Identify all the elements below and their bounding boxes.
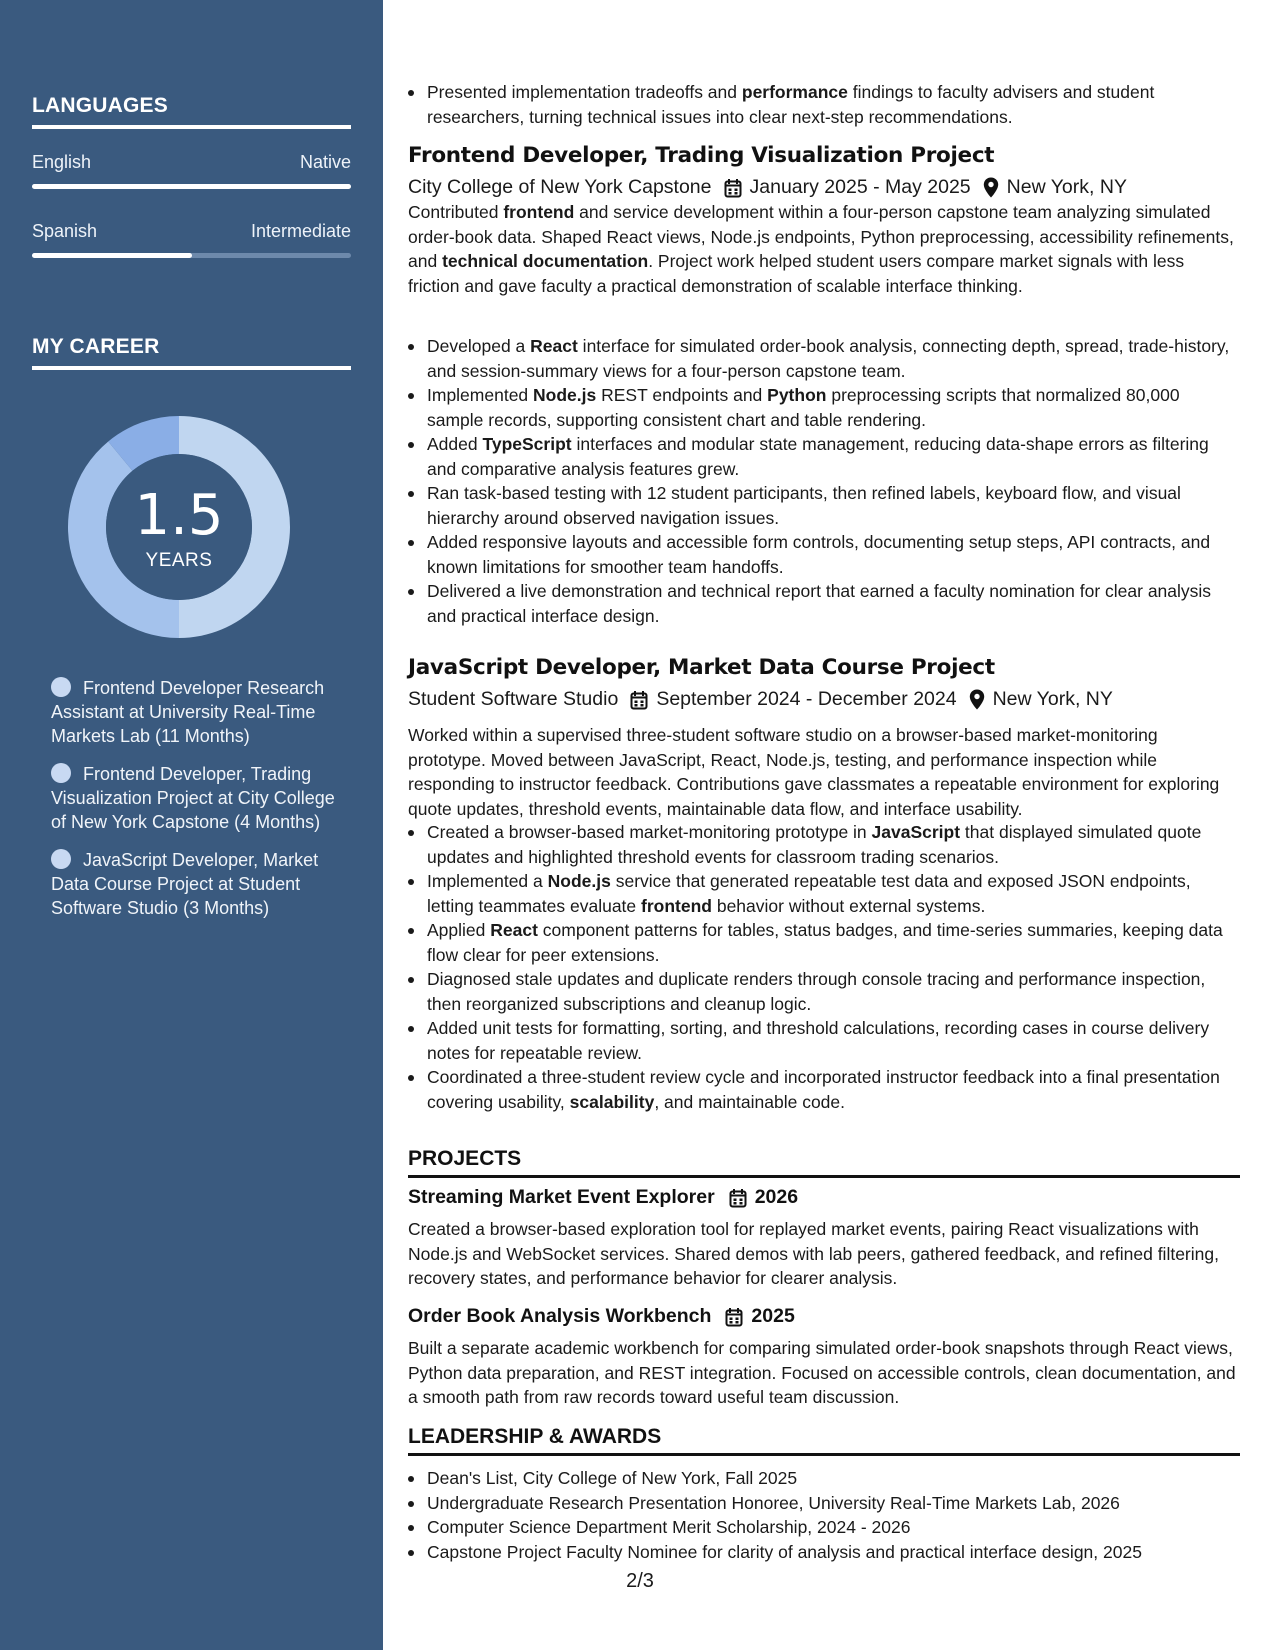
project-title-row [408, 1305, 1240, 1328]
career-item: JavaScript Developer, Market Data Course Project at Student Software Studio (3 Months) [51, 850, 319, 918]
bullet-item: Coordinated a three-student review cycle and incorporated instructor feedback into a final presentation covering usability, scalability, and maintainable code. [408, 1065, 1240, 1114]
career-dot-icon [51, 763, 71, 783]
career-list [51, 676, 341, 934]
award-item: Undergraduate Research Presentation Honoree, University Real-Time Markets Lab, 2026 [408, 1491, 1240, 1516]
language-row-english [32, 152, 351, 173]
bullet-item: Added responsive layouts and accessible form controls, documenting setup steps, API contracts, and known limitations for smoother team handoffs. [408, 530, 1240, 579]
job-org: Student Software Studio [408, 688, 619, 710]
job-summary: Worked within a supervised three-student software studio on a browser-based market-monitoring prototype. Moved between JavaScript, React, Node.js, testing, and performance inspection while responding to instructor feedback. Contributions gave classmates a repeatable environment for exploring quote updates, threshold events, maintainable data flow, and interface usability. [408, 725, 1220, 819]
language-row-spanish [32, 221, 351, 242]
project-title: Streaming Market Event Explorer [408, 1186, 715, 1208]
bullet-item: Implemented Node.js REST endpoints and Python preprocessing scripts that normalized 80,000 sample records, supporting consistent chart and table rendering. [408, 383, 1240, 432]
project-title-row [408, 1186, 1240, 1209]
language-level: Intermediate [250, 221, 351, 241]
project-title: Order Book Analysis Workbench [408, 1305, 712, 1327]
job-location: New York, NY [992, 688, 1113, 710]
bullet-item: Diagnosed stale updates and duplicate renders through console tracing and performance inspection, then reorganized subscriptions and cleanup logic. [408, 967, 1240, 1016]
bullet-item: Delivered a live demonstration and technical report that earned a faculty nomination for clear analysis and practical interface design. [408, 579, 1240, 628]
job-location: New York, NY [1006, 176, 1127, 198]
job-bullet-list [408, 820, 1240, 1114]
career-heading: MY CAREER [32, 335, 351, 370]
job-title: Frontend Developer, Trading Visualization Project [408, 143, 995, 168]
project-description: Built a separate academic workbench for comparing simulated order-book snapshots through React views, Python data preparation, and REST integration. Focused on accessible controls, clean documentation, and a smooth path from raw records toward useful team discussion. [408, 1338, 1236, 1407]
language-bar-fill [32, 184, 351, 189]
bullet-item: Ran task-based testing with 12 student participants, then refined labels, keyboard flow, and visual hierarchy around observed navigation issues. [408, 481, 1240, 530]
map-pin-icon [969, 689, 985, 710]
award-item: Computer Science Department Merit Scholarship, 2024 - 2026 [408, 1515, 1240, 1540]
calendar-icon [729, 1188, 747, 1208]
job-org: City College of New York Capstone [408, 176, 712, 198]
career-item: Frontend Developer Research Assistant at University Real-Time Markets Lab (11 Months) [51, 678, 325, 746]
bullet-item: Added unit tests for formatting, sorting, and threshold calculations, recording cases in course delivery notes for repeatable review. [408, 1016, 1240, 1065]
career-dot-icon [51, 849, 71, 869]
award-item: Capstone Project Faculty Nominee for clarity of analysis and practical interface design, 2025 [408, 1540, 1240, 1565]
project-year: 2026 [754, 1186, 799, 1208]
job-title: JavaScript Developer, Market Data Course Project [408, 655, 995, 680]
job-dates: January 2025 - May 2025 [749, 176, 971, 198]
career-dot-icon [51, 677, 71, 697]
bullet-item: Added TypeScript interfaces and modular state management, reducing data-shape errors as filtering and comparative analysis features grew. [408, 432, 1240, 481]
project-description: Created a browser-based exploration tool for replayed market events, pairing React visualizations with Node.js and WebSocket services. Shared demos with lab peers, gathered feedback, and refined filtering, recovery states, and performance behavior for clearer analysis. [408, 1219, 1219, 1288]
projects-heading: PROJECTS [408, 1147, 1240, 1178]
job-meta [408, 688, 1240, 711]
page-number: 2/3 [626, 1570, 654, 1592]
job-bullet-list [408, 334, 1240, 628]
calendar-icon [630, 690, 648, 710]
awards-heading: LEADERSHIP & AWARDS [408, 1425, 1240, 1456]
languages-heading: LANGUAGES [32, 94, 351, 129]
language-bar-spanish [32, 253, 351, 258]
career-years-unit: YEARS [145, 550, 213, 571]
project-year: 2025 [751, 1305, 795, 1327]
intro-bullet-list [408, 80, 1240, 129]
job-dates: September 2024 - December 2024 [656, 688, 957, 710]
map-pin-icon [983, 177, 999, 198]
language-bar-fill [32, 253, 192, 258]
language-name: Spanish [32, 221, 98, 241]
awards-list [408, 1466, 1240, 1564]
bullet-item: Presented implementation tradeoffs and performance findings to faculty advisers and student researchers, turning technical issues into clear next-step recommendations. [408, 80, 1240, 129]
sidebar [0, 0, 383, 1650]
bullet-item: Applied React component patterns for tables, status badges, and time-series summaries, keeping data flow clear for peer extensions. [408, 918, 1240, 967]
career-item: Frontend Developer, Trading Visualization Project at City College of New York Capstone (4 Months) [51, 764, 335, 832]
career-years-value: 1.5 [134, 483, 224, 548]
bullet-item: Implemented a Node.js service that generated repeatable test data and exposed JSON endpoints, letting teammates evaluate frontend behavior without external systems. [408, 869, 1240, 918]
calendar-icon [724, 178, 742, 198]
language-bar-english [32, 184, 351, 189]
job-meta [408, 176, 1240, 199]
award-item: Dean's List, City College of New York, Fall 2025 [408, 1466, 1240, 1491]
job-summary: Contributed frontend and service development within a four-person capstone team analyzing simulated order-book data. Shaped React views, Node.js endpoints, Python preprocessing, accessibility refinements, and technical documentation. Project work helped student users compare market signals with less friction and gave faculty a practical demonstration of scalable interface thinking. [408, 202, 1234, 296]
bullet-item: Developed a React interface for simulated order-book analysis, connecting depth, spread, trade-history, and session-summary views for a four-person capstone team. [408, 334, 1240, 383]
bullet-item: Created a browser-based market-monitoring prototype in JavaScript that displayed simulated quote updates and highlighted threshold events for classroom trading scenarios. [408, 820, 1240, 869]
language-level: Native [299, 152, 351, 172]
language-name: English [32, 152, 92, 172]
calendar-icon [725, 1307, 743, 1327]
